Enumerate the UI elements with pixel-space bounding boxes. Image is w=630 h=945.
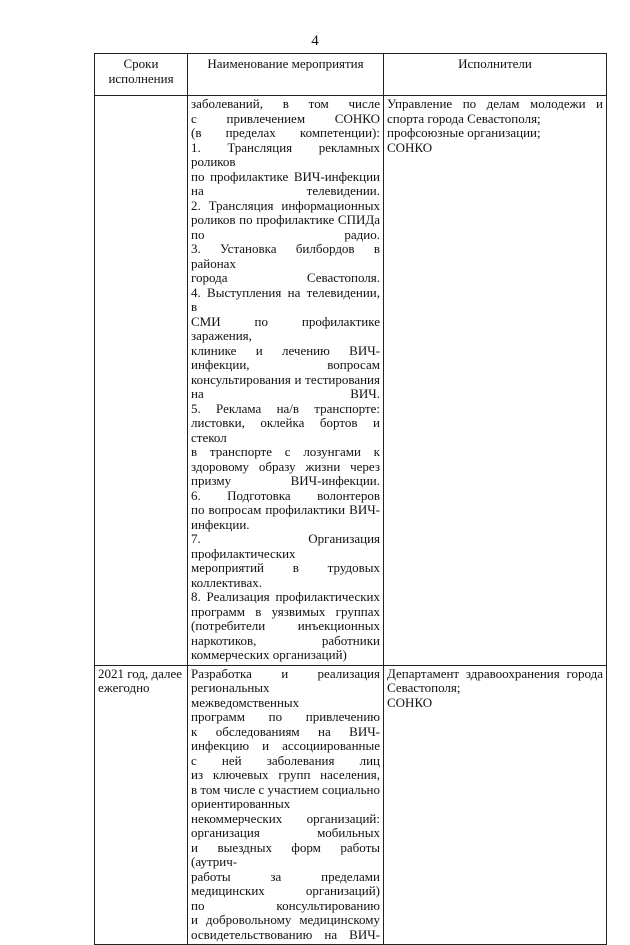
activity-text-line: (потребители инъекционных bbox=[191, 618, 380, 633]
activity-text-line: 6. Подготовка волонтеров bbox=[191, 487, 380, 503]
table-row bbox=[95, 665, 607, 945]
activity-text-line: медицинских организаций) bbox=[191, 883, 380, 898]
activity-text-line: некоммерческих организаций: bbox=[191, 810, 380, 826]
action-plan-table bbox=[94, 53, 607, 945]
activity-text-line: к обследованиям на ВИЧ- bbox=[191, 723, 380, 739]
activity-text-line: Разработка и реализация bbox=[191, 665, 380, 681]
activity-text-line: 8. Реализация профилактических bbox=[191, 589, 380, 604]
header-activity: Наименование мероприятия bbox=[188, 54, 384, 96]
activity-text-line: коммерческих организаций) bbox=[191, 647, 347, 662]
executor-text-line: СОНКО bbox=[387, 694, 433, 710]
table-header-row bbox=[95, 54, 607, 96]
executor-text-line: СОНКО bbox=[387, 139, 433, 155]
activity-text-line: с ней заболевания лиц bbox=[191, 752, 380, 768]
term-cell bbox=[95, 96, 188, 666]
activity-text-line: по профилактике ВИЧ-инфекции bbox=[191, 168, 380, 184]
activity-text-line: города Севастополя. bbox=[191, 270, 380, 285]
activity-text-line: здоровому образу жизни через bbox=[191, 458, 380, 474]
activity-text-line: роликов по профилактике СПИДа bbox=[191, 212, 380, 227]
activity-text-line: и выездных форм работы (аутрич- bbox=[191, 839, 380, 869]
activity-text-line: ориентированных bbox=[191, 796, 291, 811]
activity-text-line: 4. Выступления на телевидении, в bbox=[191, 284, 380, 314]
activity-text-line: 3. Установка билбордов в районах bbox=[191, 241, 380, 271]
activity-text-line: на телевидении. bbox=[191, 183, 380, 198]
term-cell: 2021 год, далее ежегодно bbox=[95, 665, 188, 945]
activity-text-line: программ по привлечению bbox=[191, 709, 380, 724]
activity-text-line: 5. Реклама на/в транспорте: bbox=[191, 400, 380, 416]
activity-text-line: заболеваний, в том числе bbox=[191, 96, 380, 111]
executor-text-line: Севастополя; bbox=[387, 680, 461, 695]
activity-text-line: 7. Организация профилактических bbox=[191, 531, 380, 561]
activity-text-line: коллективах. bbox=[191, 574, 262, 590]
activity-text-line: из ключевых групп населения, bbox=[191, 767, 380, 782]
activity-text-line: инфекцию и ассоциированные bbox=[191, 738, 380, 753]
executors-cell bbox=[384, 665, 607, 945]
activity-text-line: мероприятий в трудовых bbox=[191, 560, 380, 575]
executor-text-line: Управление по делам молодежи и bbox=[387, 96, 603, 111]
table-body bbox=[95, 96, 607, 945]
activity-text-line: инфекции, вопросам bbox=[191, 357, 380, 372]
header-term: Сроки исполнения bbox=[95, 54, 188, 96]
activity-text-line: 2. Трансляция информационных bbox=[191, 197, 380, 213]
activity-text-line: по радио. bbox=[191, 226, 380, 242]
activity-text-line: с привлечением СОНКО bbox=[191, 110, 380, 126]
activity-text-line: листовки, оклейка бортов и стекол bbox=[191, 415, 380, 445]
activity-text-line: по вопросам профилактики ВИЧ- bbox=[191, 502, 380, 517]
table-row bbox=[95, 96, 607, 666]
activity-text-line: программ в уязвимых группах bbox=[191, 603, 380, 619]
activity-text-line: региональных межведомственных bbox=[191, 680, 300, 710]
activity-text-line: по консультированию bbox=[191, 897, 380, 913]
activity-text-line: клинике и лечению ВИЧ- bbox=[191, 342, 380, 358]
activity-text-line: (в пределах компетенции): bbox=[191, 125, 380, 140]
activity-text-line: на ВИЧ. bbox=[191, 386, 380, 401]
activity-text-line: организация мобильных bbox=[191, 825, 380, 840]
activity-text-line: призму ВИЧ-инфекции. bbox=[191, 473, 380, 488]
executor-text-line: профсоюзные организации; bbox=[387, 125, 541, 140]
activity-text-line: освидетельствованию на ВИЧ- bbox=[191, 926, 380, 942]
activity-text-line: и добровольному медицинскому bbox=[191, 912, 380, 927]
executor-text-line: Департамент здравоохранения города bbox=[387, 665, 603, 681]
activity-cell bbox=[188, 96, 384, 666]
page-number: 4 bbox=[311, 33, 319, 49]
activity-text-line: работы за пределами bbox=[191, 868, 380, 884]
activity-text-line: наркотиков, работники bbox=[191, 632, 380, 648]
activity-text-line: в транспорте с лозунгами к bbox=[191, 444, 380, 459]
activity-text-line: консультирования и тестирования bbox=[191, 371, 380, 387]
activity-text-line: 1. Трансляция рекламных роликов bbox=[191, 139, 380, 169]
activity-text-line: в том числе с участием социально bbox=[191, 781, 380, 797]
executor-text-line: спорта города Севастополя; bbox=[387, 110, 541, 126]
activity-text-line: СМИ по профилактике заражения, bbox=[191, 313, 380, 343]
activity-text-line: инфекции. bbox=[191, 516, 250, 532]
executors-cell bbox=[384, 96, 607, 666]
activity-cell bbox=[188, 665, 384, 945]
header-executors: Исполнители bbox=[384, 54, 607, 96]
